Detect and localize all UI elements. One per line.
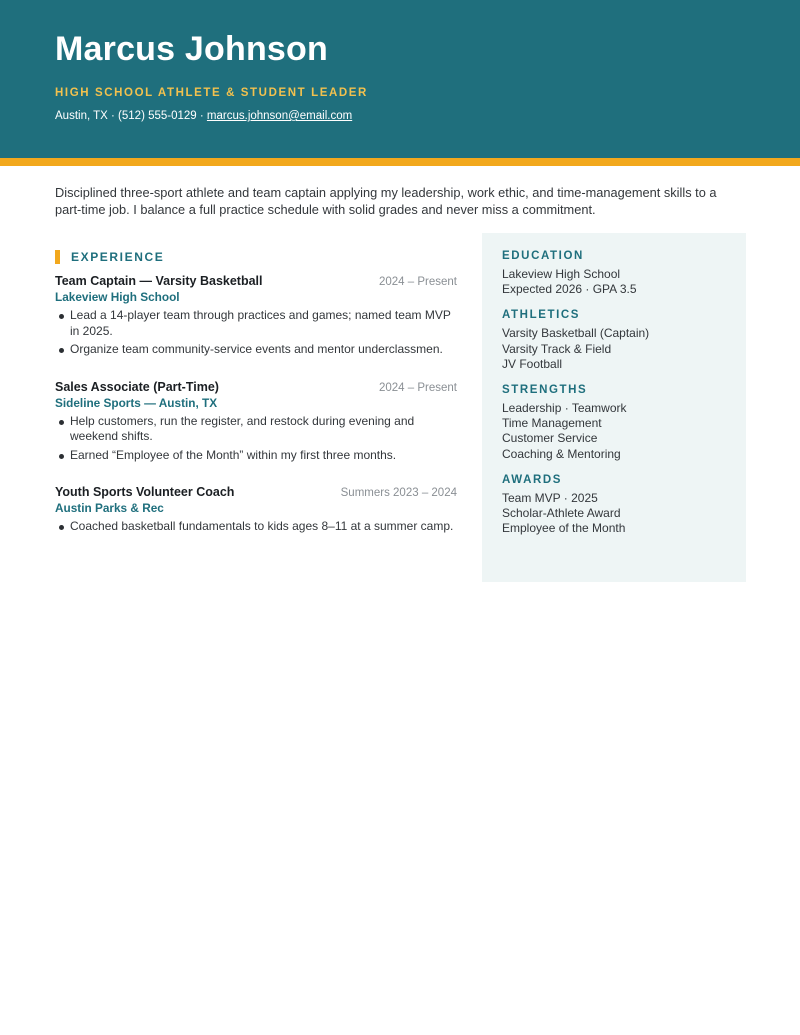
header-accent-bar xyxy=(0,158,800,166)
bullet-text: Help customers, run the register, and restock during evening and weekend shifts. xyxy=(70,413,415,443)
sidebar-line: Time Management xyxy=(502,416,602,431)
experience-heading-text: EXPERIENCE xyxy=(71,250,165,264)
bullet-text: Lead a 14-player team through practices and games; named team MVP in 2025. xyxy=(70,308,451,338)
job-bullet xyxy=(55,414,457,445)
contact-line xyxy=(55,110,352,122)
sidebar-line: Scholar-Athlete Award xyxy=(502,506,621,521)
job-bullet xyxy=(55,342,457,358)
job-title: Sales Associate (Part-Time) xyxy=(55,379,219,394)
job-header xyxy=(55,274,457,288)
sidebar-section-athletics xyxy=(502,309,726,372)
bullet-dot-icon xyxy=(59,525,64,530)
sidebar-section-education xyxy=(502,250,726,297)
resume-header xyxy=(0,0,800,158)
sidebar-heading: STRENGTHS xyxy=(502,384,588,397)
sidebar-line: Lakeview High School xyxy=(502,267,621,281)
job-date: Summers 2023 – 2024 xyxy=(340,487,457,499)
bullet-text: Organize team community-service events and mentor underclassmen. xyxy=(70,342,443,356)
job-entry xyxy=(55,380,457,464)
job-bullet xyxy=(55,448,457,464)
sidebar-line: Coaching & Mentoring xyxy=(502,446,621,461)
sidebar-line: Varsity Basketball (Captain) xyxy=(502,326,650,341)
job-header xyxy=(55,380,457,394)
job-organization: Sideline Sports — Austin, TX xyxy=(55,395,218,410)
candidate-tagline: HIGH SCHOOL ATHLETE & STUDENT LEADER xyxy=(55,87,368,99)
job-title: Youth Sports Volunteer Coach xyxy=(55,485,235,499)
sidebar-heading: EDUCATION xyxy=(502,250,584,262)
job-bullets xyxy=(55,308,457,358)
job-organization: Lakeview High School xyxy=(55,290,180,304)
sidebar-panel xyxy=(482,233,746,582)
sidebar-line: Leadership · Teamwork xyxy=(502,401,627,416)
sidebar-section-awards xyxy=(502,474,726,537)
bullet-dot-icon xyxy=(59,314,64,319)
job-entry xyxy=(55,485,457,535)
sidebar-heading: AWARDS xyxy=(502,473,563,486)
job-bullets xyxy=(55,414,457,464)
candidate-name: Marcus Johnson xyxy=(55,30,328,68)
bullet-dot-icon xyxy=(59,420,64,425)
job-title: Team Captain — Varsity Basketball xyxy=(55,274,263,288)
sidebar-line: Employee of the Month xyxy=(502,521,626,536)
sidebar-line: Expected 2026 · GPA 3.5 xyxy=(502,282,637,297)
job-bullet xyxy=(55,519,457,535)
summary-paragraph: Disciplined three-sport athlete and team captain applying my leadership, work ethic, and time-management skills to a part-time job. I balance a full practice schedule with solid grades and never miss a commitment. xyxy=(55,185,717,217)
bullet-text: Coached basketball fundamentals to kids ages 8–11 at a summer camp. xyxy=(70,519,454,533)
sidebar-section-strengths xyxy=(502,384,726,462)
sidebar-line: JV Football xyxy=(502,356,563,371)
experience-section xyxy=(55,248,457,557)
job-bullets xyxy=(55,519,457,535)
bullet-dot-icon xyxy=(59,348,64,353)
email-link[interactable]: marcus.johnson@email.com xyxy=(206,110,353,122)
bullet-text: Earned “Employee of the Month” within my first three months. xyxy=(70,447,397,462)
experience-heading xyxy=(55,248,457,266)
contact-details: Austin, TX · (512) 555-0129 · xyxy=(55,110,207,122)
heading-accent-mark xyxy=(55,250,60,264)
job-bullet xyxy=(55,308,457,339)
job-date: 2024 – Present xyxy=(378,381,457,394)
sidebar-heading: ATHLETICS xyxy=(502,309,581,322)
job-header xyxy=(55,485,457,499)
sidebar-line: Customer Service xyxy=(502,431,598,446)
sidebar-line: Varsity Track & Field xyxy=(502,341,612,356)
sidebar-line: Team MVP · 2025 xyxy=(502,490,598,505)
job-organization: Austin Parks & Rec xyxy=(55,501,164,515)
job-date: 2024 – Present xyxy=(378,276,457,288)
bullet-dot-icon xyxy=(59,454,64,459)
job-entry xyxy=(55,274,457,358)
